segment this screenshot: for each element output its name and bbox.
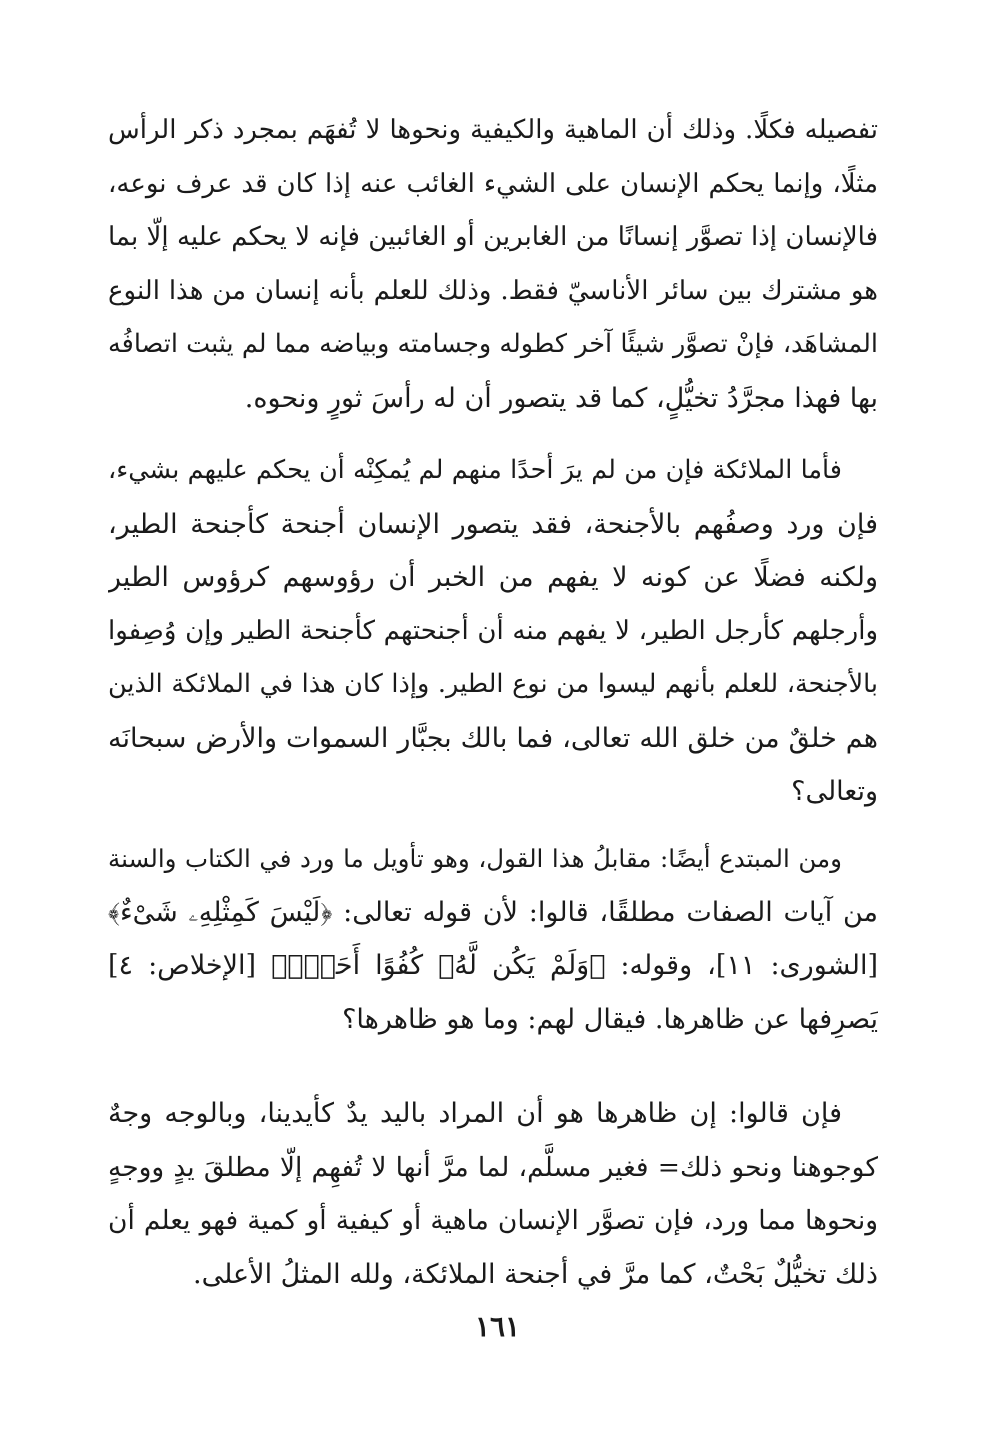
text-line: ذلك تخيُّلٌ بَحْتٌ، كما مرَّ في أجنحة الملائكة، ولله المثلُ الأعلى. [193,1258,878,1290]
text-line: فإن قالوا: إن ظاهرها هو أن المراد باليد يدٌ كأيدينا، وبالوجه وجهٌ [108,1098,842,1129]
paragraph-4 [108,1087,878,1301]
text-line: ولكنه فضلًا عن كونه لا يفهم من الخبر أن رؤوسهم كرؤوس الطير [108,562,878,593]
paragraph-3 [108,832,878,1046]
text-line: تفصيله فكلًا. وذلك أن الماهية والكيفية ونحوها لا تُفهَم بمجرد ذكر الرأس [108,115,878,145]
text-line: وأرجلهم كأرجل الطير، لا يفهم منه أن أجنحتهم كأجنحة الطير وإن وُصِفوا [108,615,878,646]
text-line: ونحوها مما ورد، فإن تصوَّر الإنسان ماهية أو كيفية أو كمية فهو يعلم أن [108,1205,878,1236]
text-line: يَصرِفها عن ظاهرها. فيقال لهم: وما هو ظاهرها؟ [342,1003,878,1035]
page-number: ١٦١ [474,1310,521,1343]
text-line: بالأجنحة، للعلم بأنهم ليسوا من نوع الطير. وإذا كان هذا في الملائكة الذين [108,669,878,699]
text-line: كوجوهنا ونحو ذلك= فغير مسلَّم، لما مرَّ أنها لا تُفهِم إلّا مطلقَ يدٍ ووجهٍ [108,1151,878,1183]
text-line: ومن المبتدع أيضًا: مقابلُ هذا القول، وهو تأويل ما ورد في الكتاب والسنة [108,844,842,873]
text-line: هو مشترك بين سائر الأناسيّ فقط. وذلك للعلم بأنه إنسان من هذا النوع [108,275,878,306]
text-line: مثلًا، وإنما يحكم الإنسان على الشيء الغائب عنه إذا كان قد عرف نوعه، [108,168,878,199]
text-line: هم خلقٌ من خلق الله تعالى، فما بالك بجبَّار السموات والأرض سبحانَه [108,722,878,754]
text-line: من آيات الصفات مطلقًا، قالوا: لأن قوله تعالى: ﴿لَيْسَ كَمِثْلِهِۦ شَىْءٌ﴾ [108,896,878,928]
text-line: فالإنسان إذا تصوَّر إنسانًا من الغابرين أو الغائبين فإنه لا يحكم عليه إلّا بما [108,222,878,252]
text-line: وتعالى؟ [791,776,878,807]
text-line: فإن ورد وصفُهم بالأجنحة، فقد يتصور الإنسان أجنحة كأجنحة الطير، [108,508,878,540]
text-line: بها فهذا مجرَّدُ تخيُّلٍ، كما قد يتصور أن له رأسَ ثورٍ ونحوه. [244,382,878,414]
text-line: المشاهَد، فإنْ تصوَّر شيئًا آخر كطوله وجسامته وبياضه مما لم يثبت اتصافُه [108,329,878,359]
paragraph-2 [108,444,878,819]
paragraph-1 [108,104,878,425]
text-line: فأما الملائكة فإن من لم يرَ أحدًا منهم لم يُمكِنْه أن يحكم عليهم بشيء، [108,455,842,485]
text-line: [الشورى: ١١]، وقوله: ﴿وَلَمْ يَكُن لَّهُۥ كُفُوًا أَحَدٌۢ﴾ [الإخلاص: ٤] [108,950,878,981]
